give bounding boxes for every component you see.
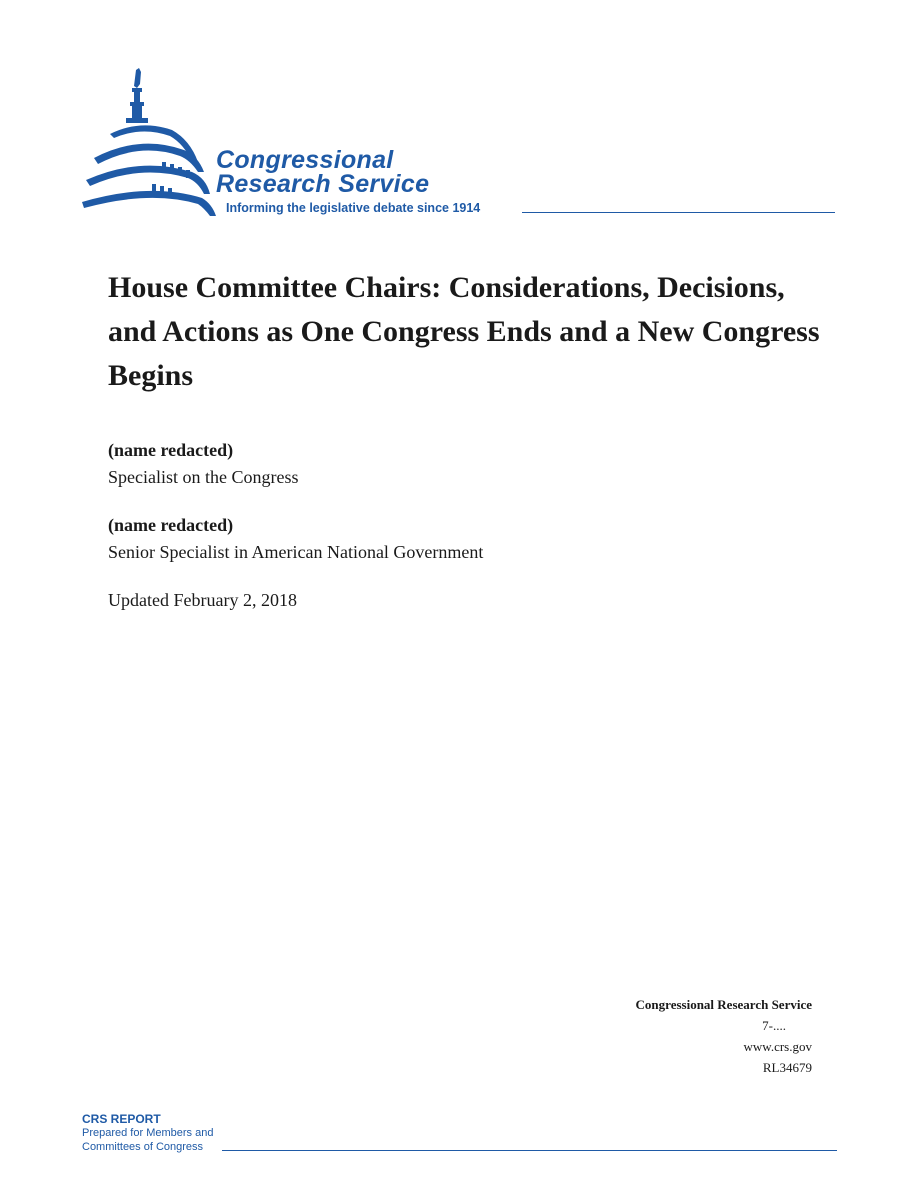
publisher-org: Congressional Research Service <box>635 997 812 1012</box>
publisher-block <box>636 994 812 1078</box>
logo-title-line2: Research Service <box>216 170 430 198</box>
crs-logo <box>80 64 840 224</box>
author-2-name: (name redacted) <box>108 515 234 535</box>
publisher-number: 7-.... <box>762 1018 786 1033</box>
footer-line3: Committees of Congress <box>82 1141 204 1153</box>
updated-date: Updated February 2, 2018 <box>108 590 297 610</box>
logo-divider <box>522 212 835 213</box>
publisher-website[interactable]: www.crs.gov <box>743 1039 812 1054</box>
footer-line2: Prepared for Members and <box>82 1127 214 1139</box>
author-1-role: Specialist on the Congress <box>108 467 299 487</box>
author-1-name: (name redacted) <box>108 440 234 460</box>
capitol-dome-icon <box>80 64 220 224</box>
logo-tagline: Informing the legislative debate since 1914 <box>226 201 481 215</box>
report-id: RL34679 <box>762 1060 812 1075</box>
report-title: House Committee Chairs: Considerations, Decisions, and Actions as One Congress Ends and a New Congress Begins <box>108 271 820 392</box>
footer-line1: CRS REPORT <box>82 1112 161 1126</box>
footer <box>82 1112 842 1156</box>
logo-title-line1: Congressional <box>216 146 394 174</box>
footer-divider <box>222 1150 837 1151</box>
author-2-role: Senior Specialist in American National Government <box>108 542 484 562</box>
